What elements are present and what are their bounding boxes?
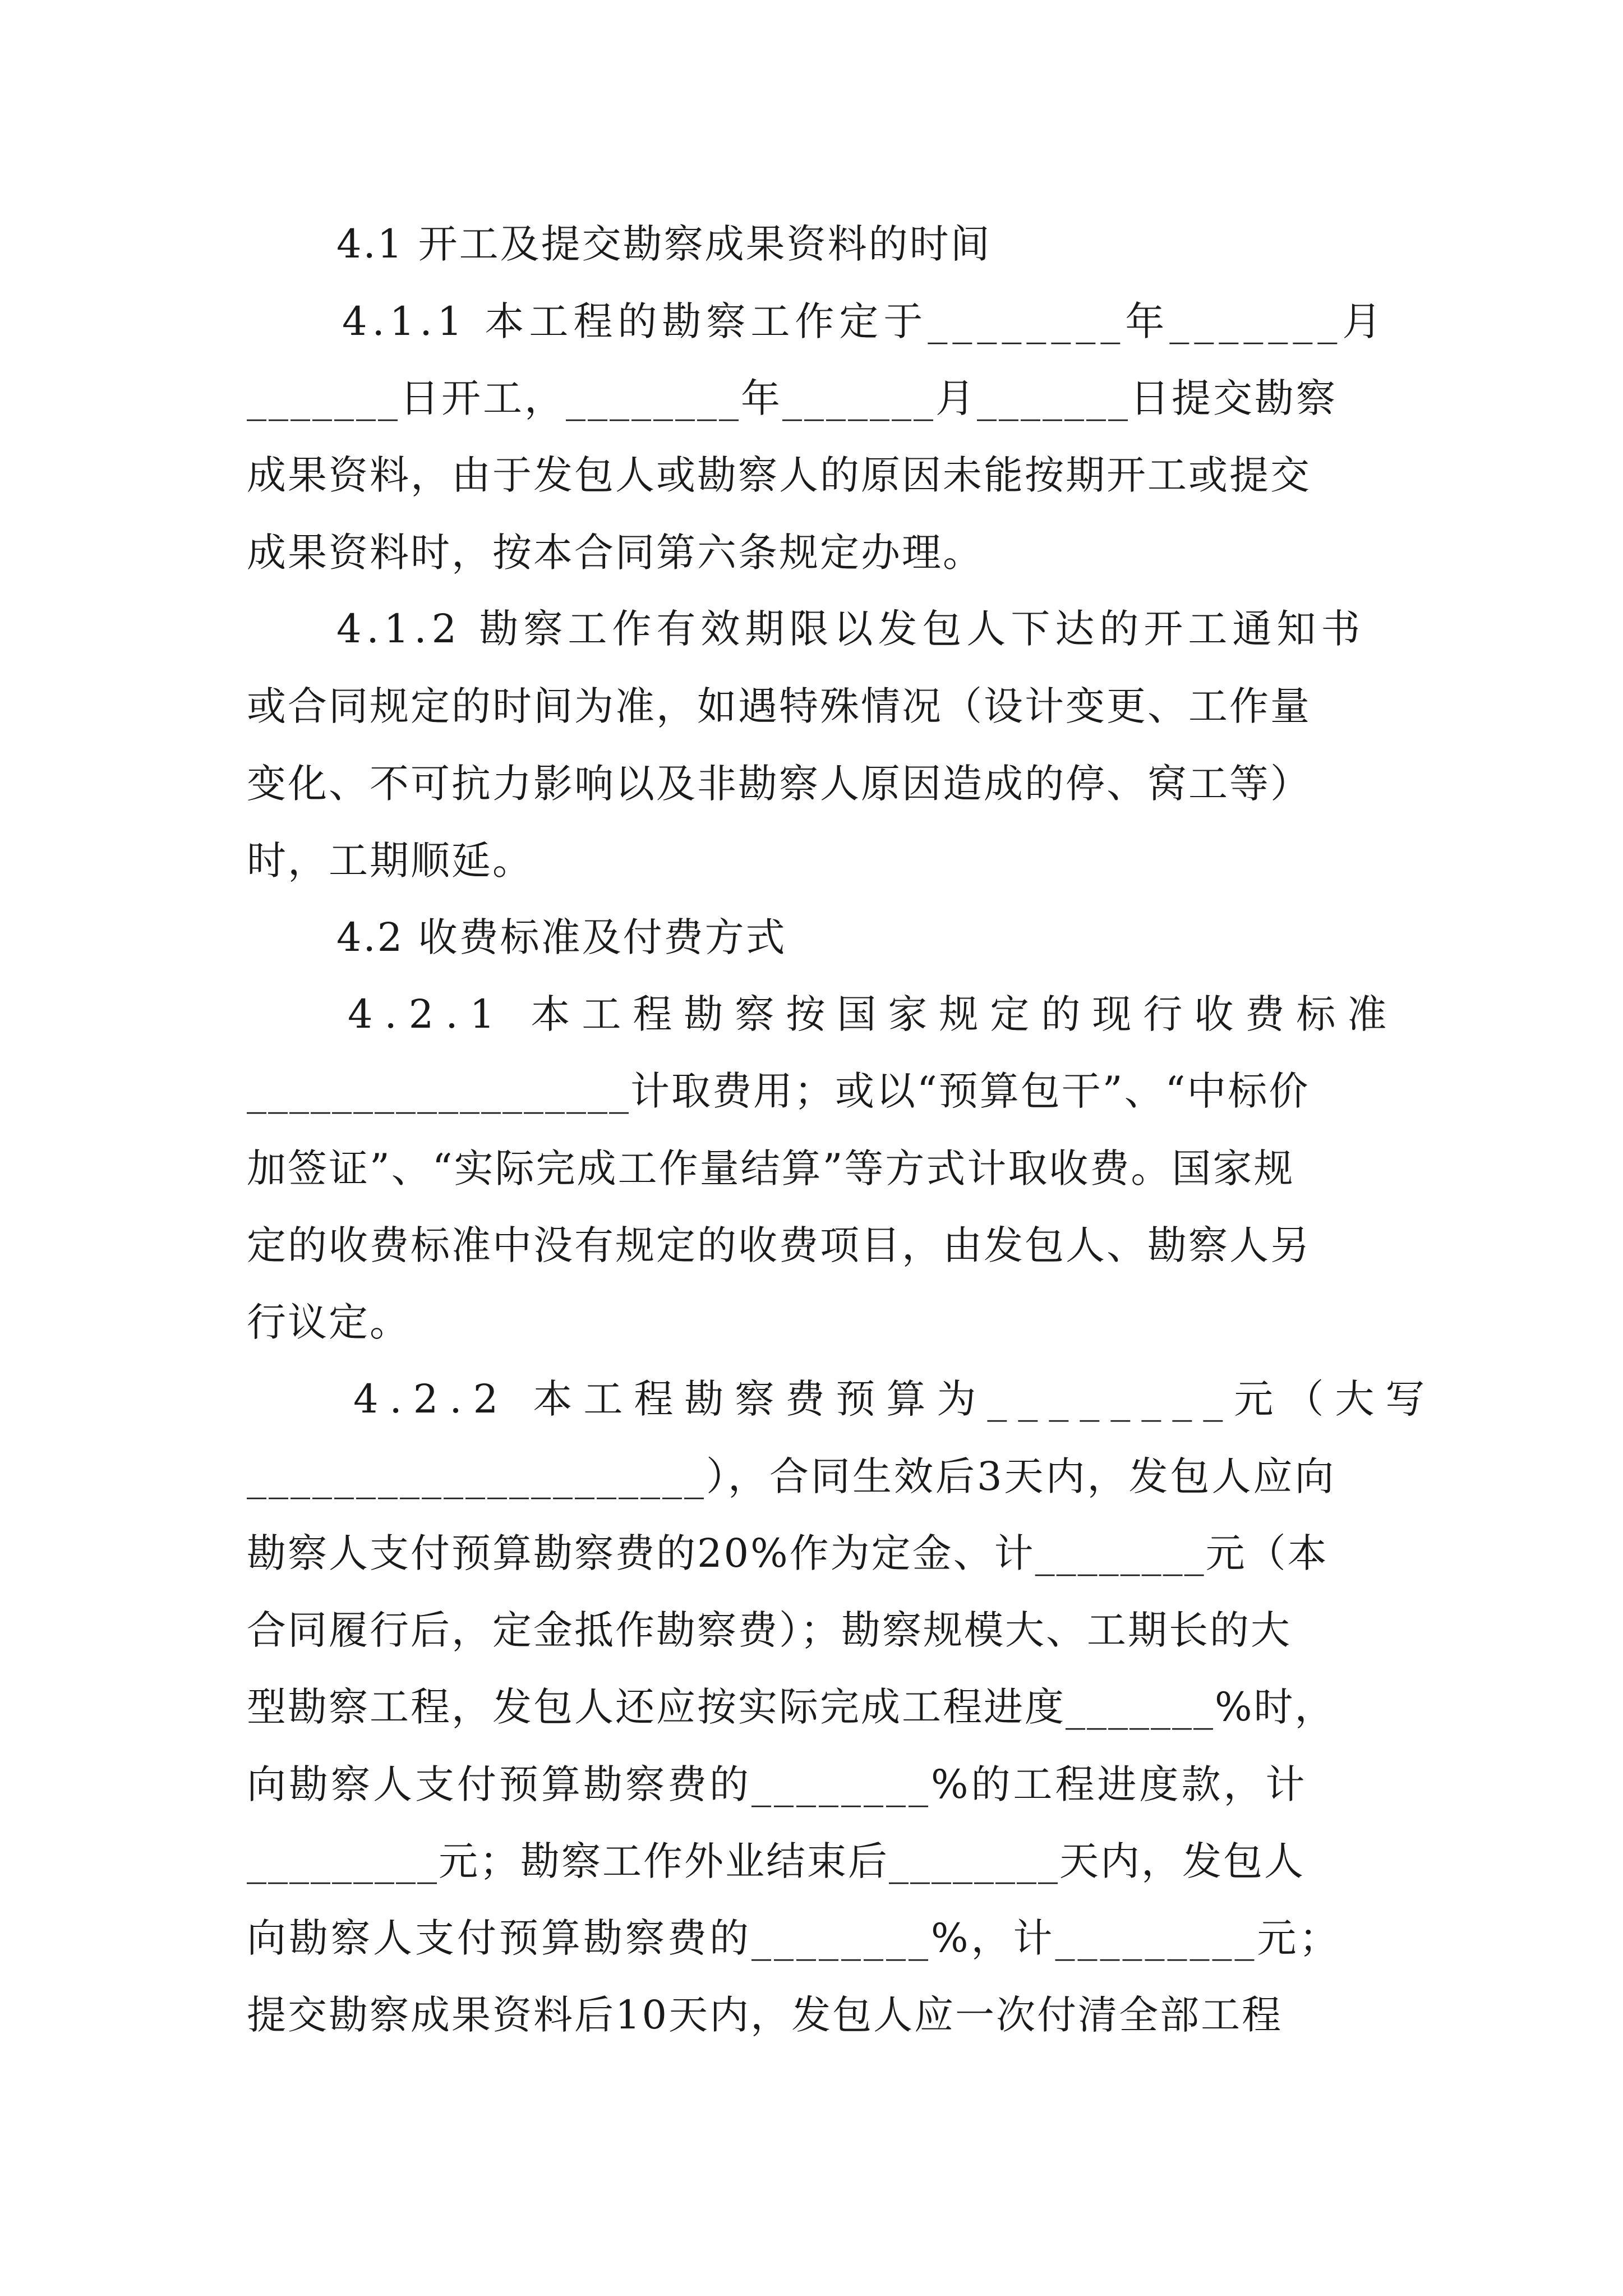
paragraph-line: 定的收费标准中没有规定的收费项目，由发包人、勘察人另 [247, 1222, 1311, 1268]
paragraph-line: 合同履行后，定金抵作勘察费）；勘察规模大、工期长的大 [247, 1607, 1292, 1653]
paragraph-line: 变化、不可抗力影响以及非勘察人原因造成的停、窝工等） [247, 761, 1311, 807]
paragraph-line: 型勘察工程，发包人还应按实际完成工程进度_______%时， [247, 1684, 1336, 1730]
paragraph-line: 4.2.2 本工程勘察费预算为________元（大写 [353, 1376, 1436, 1422]
paragraph-line: 行议定。 [247, 1299, 411, 1345]
paragraph-line: _______日开工，________年_______月_______日提交勘察 [247, 375, 1338, 421]
paragraph-line: 向勘察人支付预算勘察费的________%，计_________元； [247, 1915, 1341, 1961]
paragraph-line: 或合同规定的时间为准，如遇特殊情况（设计变更、工作量 [247, 683, 1311, 729]
paragraph-line: 4.2.1 本工程勘察按国家规定的现行收费标准 [348, 991, 1399, 1037]
section-heading-4-1: 4.1 开工及提交勘察成果资料的时间 [336, 221, 992, 267]
paragraph-line: 勘察人支付预算勘察费的20%作为定金、计________元（本 [247, 1530, 1329, 1576]
paragraph-line: _________元；勘察工作外业结束后________天内，发包人 [247, 1838, 1305, 1884]
paragraph-line: 4.1.2 勘察工作有效期限以发包人下达的开工通知书 [336, 606, 1366, 652]
paragraph-line: 时，工期顺延。 [247, 838, 533, 884]
paragraph-line: 向勘察人支付预算勘察费的________%的工程进度款，计 [247, 1761, 1308, 1807]
paragraph-line: _____________________），合同生效后3天内，发包人应向 [247, 1453, 1336, 1499]
paragraph-line: 成果资料时，按本合同第六条规定办理。 [247, 530, 984, 576]
paragraph-line: __________________计取费用；或以“预算包干”、“中标价 [247, 1068, 1310, 1114]
paragraph-line: 提交勘察成果资料后10天内，发包人应一次付清全部工程 [247, 1992, 1283, 2038]
paragraph-line: 4.1.1 本工程的勘察工作定于________年_______月 [342, 298, 1387, 344]
paragraph-line: 加签证”、“实际完成工作量结算”等方式计取收费。国家规 [247, 1145, 1295, 1191]
section-heading-4-2: 4.2 收费标准及付费方式 [336, 914, 787, 960]
paragraph-line: 成果资料，由于发包人或勘察人的原因未能按期开工或提交 [247, 452, 1311, 498]
